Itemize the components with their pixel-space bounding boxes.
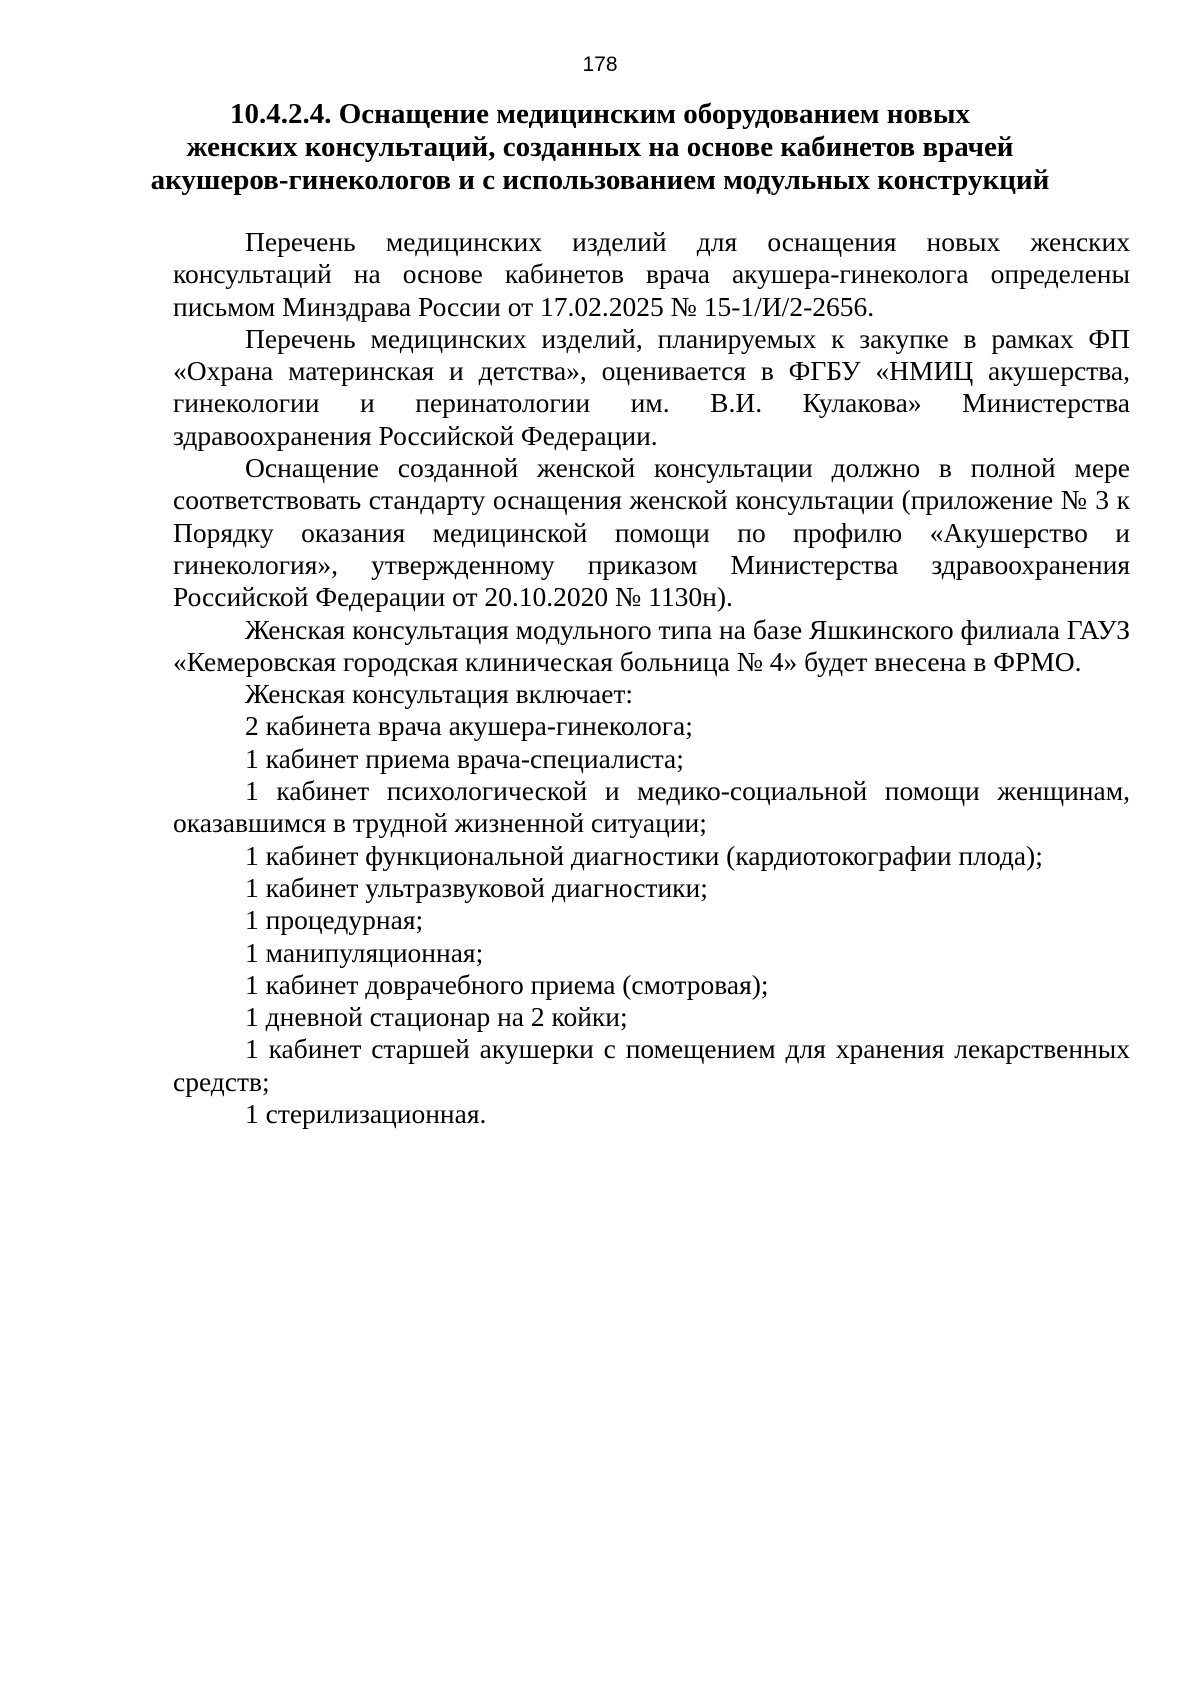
list-item: 1 кабинет приема врача-специалиста; — [245, 742, 684, 774]
paragraph-procurement-evaluation: Перечень медицинских изделий, планируемых к закупке в рамках ФП «Охрана материнская и детства», оценивается в ФГБУ «НМИЦ акушерства, гинекологии и перинатологии им. В.И. Кулакова» Министерства здравоохранения Российской Федерации. — [173, 322, 1130, 451]
list-item: 1 кабинет доврачебного приема (смотровая); — [245, 968, 769, 1000]
list-item: 1 кабинет психологической и медико-социальной помощи женщинам, оказавшимся в трудной жизненной ситуации; — [173, 775, 1130, 839]
document-body — [173, 226, 1130, 1130]
paragraph-modular-clinic-frmo: Женская консультация модульного типа на базе Яшкинского филиала ГАУЗ «Кемеровская городская клиническая больница № 4» будет внесена в ФРМО. — [173, 613, 1130, 677]
heading-line: акушеров-гинекологов и с использованием модульных конструкций — [150, 164, 1050, 196]
list-item: 1 кабинет ультразвуковой диагностики; — [245, 871, 708, 903]
heading-line: 10.4.2.4. Оснащение медицинским оборудованием новых — [229, 98, 971, 130]
list-item: 1 кабинет старшей акушерки с помещением для хранения лекарственных средств; — [173, 1033, 1130, 1097]
heading-line: женских консультаций, созданных на основе кабинетов врачей — [186, 131, 1014, 163]
list-item: 1 стерилизационная. — [245, 1098, 487, 1130]
paragraph-equipment-list-letter: Перечень медицинских изделий для оснащения новых женских консультаций на основе кабинетов врача акушера-гинеколога определены письмом Минздрава России от 17.02.2025 № 15-1/И/2-2656. — [173, 226, 1130, 322]
page-number: 178 — [582, 53, 618, 76]
paragraph-equipment-standard: Оснащение созданной женской консультации должно в полной мере соответствовать стандарту оснащения женской консультации (приложение № 3 к Порядку оказания медицинской помощи по профилю «Акушерство и гинекология», утвержденному приказом Министерства здравоохранения Российской Федерации от 20.10.2020 № 1130н). — [173, 452, 1130, 613]
paragraph-clinic-includes: Женская консультация включает: — [245, 678, 634, 710]
list-item: 1 процедурная; — [245, 904, 424, 936]
list-item: 1 манипуляционная; — [245, 936, 484, 968]
list-item: 1 дневной стационар на 2 койки; — [245, 1001, 628, 1033]
list-item: 1 кабинет функциональной диагностики (кардиотокографии плода); — [245, 839, 1043, 871]
list-item: 2 кабинета врача акушера-гинеколога; — [245, 710, 693, 742]
section-heading — [150, 98, 1050, 197]
